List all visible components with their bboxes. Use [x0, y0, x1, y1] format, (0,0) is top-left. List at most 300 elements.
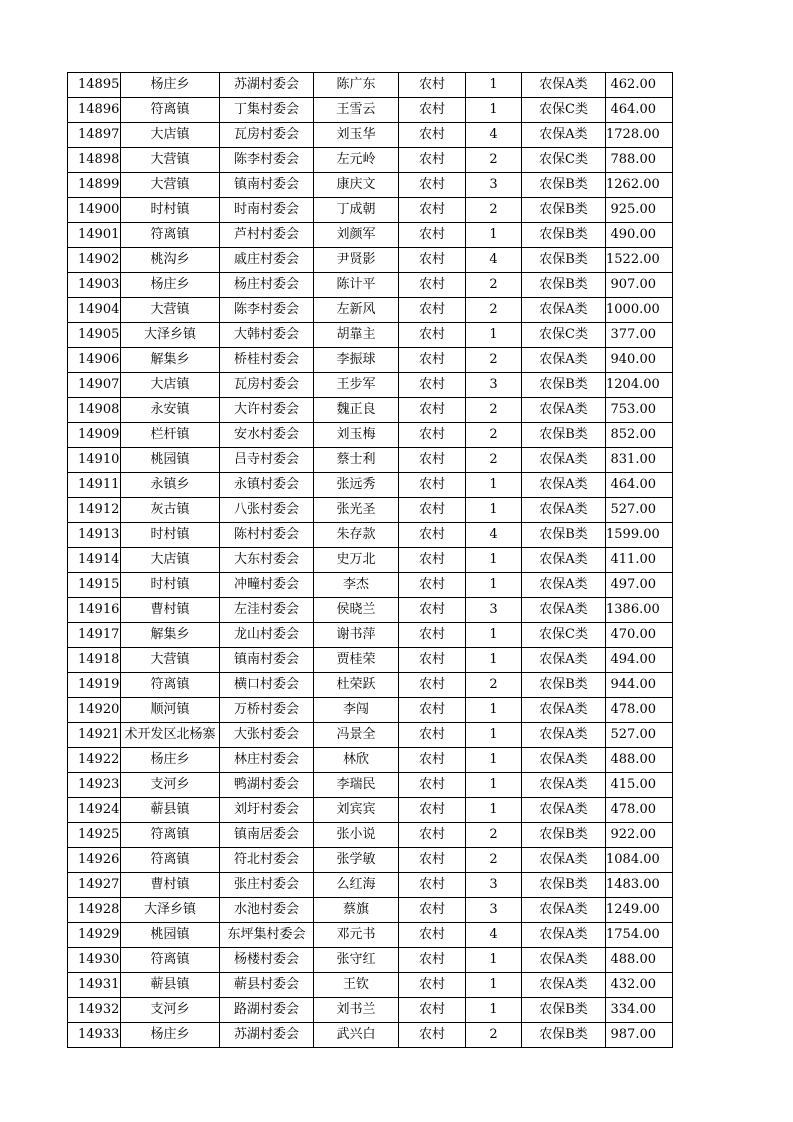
amount-cell: 478.00	[606, 698, 673, 723]
table-row	[68, 298, 673, 323]
town-cell: 时村镇	[121, 198, 220, 223]
amount-cell: 907.00	[606, 273, 673, 298]
village-committee-cell: 陈李村委会	[220, 148, 314, 173]
town-cell: 大店镇	[121, 548, 220, 573]
town-cell: 符离镇	[121, 823, 220, 848]
town-cell: 大泽乡镇	[121, 898, 220, 923]
village-committee-cell: 苏湖村委会	[220, 73, 314, 98]
table-row	[68, 698, 673, 723]
name-cell: 李振球	[314, 348, 399, 373]
name-cell: 邓元书	[314, 923, 399, 948]
name-cell: 王步军	[314, 373, 399, 398]
amount-cell: 1522.00	[606, 248, 673, 273]
household-size-cell: 1	[466, 548, 522, 573]
amount-cell: 1000.00	[606, 298, 673, 323]
amount-cell: 1386.00	[606, 598, 673, 623]
area-type-cell: 农村	[399, 898, 466, 923]
amount-cell: 377.00	[606, 323, 673, 348]
area-type-cell: 农村	[399, 348, 466, 373]
name-cell: 陈广东	[314, 73, 399, 98]
village-committee-cell: 吕寺村委会	[220, 448, 314, 473]
category-cell: 农保A类	[522, 473, 606, 498]
village-committee-cell: 丁集村委会	[220, 98, 314, 123]
village-committee-cell: 左洼村委会	[220, 598, 314, 623]
amount-cell: 527.00	[606, 723, 673, 748]
village-committee-cell: 东坪集村委会	[220, 923, 314, 948]
village-committee-cell: 桥桂村委会	[220, 348, 314, 373]
record-id-cell: 14905	[68, 323, 121, 348]
name-cell: 刘玉华	[314, 123, 399, 148]
area-type-cell: 农村	[399, 373, 466, 398]
record-id-cell: 14904	[68, 298, 121, 323]
name-cell: 张小说	[314, 823, 399, 848]
name-cell: 王钦	[314, 973, 399, 998]
town-cell: 桃沟乡	[121, 248, 220, 273]
village-committee-cell: 万桥村委会	[220, 698, 314, 723]
table-row	[68, 923, 673, 948]
record-id-cell: 14912	[68, 498, 121, 523]
village-committee-cell: 瓦房村委会	[220, 373, 314, 398]
village-committee-cell: 八张村委会	[220, 498, 314, 523]
category-cell: 农保A类	[522, 298, 606, 323]
category-cell: 农保A类	[522, 573, 606, 598]
table-row	[68, 73, 673, 98]
amount-cell: 1599.00	[606, 523, 673, 548]
household-size-cell: 2	[466, 673, 522, 698]
town-cell: 永镇乡	[121, 473, 220, 498]
record-id-cell: 14910	[68, 448, 121, 473]
record-id-cell: 14928	[68, 898, 121, 923]
area-type-cell: 农村	[399, 448, 466, 473]
category-cell: 农保C类	[522, 623, 606, 648]
name-cell: 王雪云	[314, 98, 399, 123]
record-id-cell: 14924	[68, 798, 121, 823]
village-committee-cell: 时南村委会	[220, 198, 314, 223]
table-row	[68, 423, 673, 448]
record-id-cell: 14898	[68, 148, 121, 173]
household-size-cell: 4	[466, 248, 522, 273]
table-row	[68, 198, 673, 223]
town-cell: 符离镇	[121, 848, 220, 873]
record-id-cell: 14921	[68, 723, 121, 748]
table-row	[68, 973, 673, 998]
name-cell: 左元岭	[314, 148, 399, 173]
village-committee-cell: 杨楼村委会	[220, 948, 314, 973]
area-type-cell: 农村	[399, 648, 466, 673]
village-committee-cell: 陈李村委会	[220, 298, 314, 323]
area-type-cell: 农村	[399, 823, 466, 848]
area-type-cell: 农村	[399, 723, 466, 748]
village-committee-cell: 镇南居委会	[220, 823, 314, 848]
name-cell: 刘颜军	[314, 223, 399, 248]
town-cell: 符离镇	[121, 223, 220, 248]
area-type-cell: 农村	[399, 148, 466, 173]
name-cell: 刘玉梅	[314, 423, 399, 448]
town-cell: 时村镇	[121, 573, 220, 598]
name-cell: 李闯	[314, 698, 399, 723]
table-row	[68, 998, 673, 1023]
village-committee-cell: 路湖村委会	[220, 998, 314, 1023]
record-id-cell: 14922	[68, 748, 121, 773]
category-cell: 农保A类	[522, 898, 606, 923]
category-cell: 农保C类	[522, 148, 606, 173]
village-committee-cell: 陈村村委会	[220, 523, 314, 548]
table-row	[68, 473, 673, 498]
table-row	[68, 673, 673, 698]
household-size-cell: 2	[466, 273, 522, 298]
name-cell: 武兴白	[314, 1023, 399, 1048]
area-type-cell: 农村	[399, 698, 466, 723]
category-cell: 农保B类	[522, 173, 606, 198]
town-cell: 曹村镇	[121, 873, 220, 898]
household-size-cell: 1	[466, 798, 522, 823]
category-cell: 农保A类	[522, 723, 606, 748]
table-row	[68, 248, 673, 273]
household-size-cell: 2	[466, 423, 522, 448]
town-cell: 栏杆镇	[121, 423, 220, 448]
category-cell: 农保A类	[522, 548, 606, 573]
table-row	[68, 323, 673, 348]
amount-cell: 490.00	[606, 223, 673, 248]
category-cell: 农保B类	[522, 823, 606, 848]
area-type-cell: 农村	[399, 73, 466, 98]
household-size-cell: 2	[466, 198, 522, 223]
village-committee-cell: 横口村委会	[220, 673, 314, 698]
town-cell: 支河乡	[121, 773, 220, 798]
name-cell: 陈计平	[314, 273, 399, 298]
household-size-cell: 2	[466, 848, 522, 873]
town-cell: 大店镇	[121, 373, 220, 398]
village-committee-cell: 林庄村委会	[220, 748, 314, 773]
area-type-cell: 农村	[399, 798, 466, 823]
household-size-cell: 1	[466, 748, 522, 773]
area-type-cell: 农村	[399, 973, 466, 998]
amount-cell: 831.00	[606, 448, 673, 473]
record-id-cell: 14931	[68, 973, 121, 998]
amount-cell: 1262.00	[606, 173, 673, 198]
table-row	[68, 1023, 673, 1048]
table-row	[68, 823, 673, 848]
amount-cell: 462.00	[606, 73, 673, 98]
name-cell: 丁成朝	[314, 198, 399, 223]
area-type-cell: 农村	[399, 198, 466, 223]
town-cell: 时村镇	[121, 523, 220, 548]
village-committee-cell: 冲疃村委会	[220, 573, 314, 598]
amount-cell: 411.00	[606, 548, 673, 573]
record-id-cell: 14895	[68, 73, 121, 98]
record-id-cell: 14925	[68, 823, 121, 848]
area-type-cell: 农村	[399, 323, 466, 348]
household-size-cell: 1	[466, 723, 522, 748]
household-size-cell: 2	[466, 298, 522, 323]
category-cell: 农保B类	[522, 1023, 606, 1048]
record-id-cell: 14896	[68, 98, 121, 123]
household-size-cell: 2	[466, 148, 522, 173]
category-cell: 农保A类	[522, 773, 606, 798]
household-size-cell: 1	[466, 73, 522, 98]
table-row	[68, 148, 673, 173]
name-cell: 魏正良	[314, 398, 399, 423]
amount-cell: 852.00	[606, 423, 673, 448]
category-cell: 农保A类	[522, 798, 606, 823]
table-row	[68, 648, 673, 673]
name-cell: 胡靠主	[314, 323, 399, 348]
town-cell: 杨庄乡	[121, 1023, 220, 1048]
village-committee-cell: 苏湖村委会	[220, 1023, 314, 1048]
category-cell: 农保A类	[522, 498, 606, 523]
village-committee-cell: 大张村委会	[220, 723, 314, 748]
amount-cell: 478.00	[606, 798, 673, 823]
amount-cell: 1728.00	[606, 123, 673, 148]
table-row	[68, 898, 673, 923]
record-id-cell: 14911	[68, 473, 121, 498]
category-cell: 农保B类	[522, 523, 606, 548]
household-size-cell: 1	[466, 648, 522, 673]
village-committee-cell: 符北村委会	[220, 848, 314, 873]
village-committee-cell: 安水村委会	[220, 423, 314, 448]
area-type-cell: 农村	[399, 398, 466, 423]
village-committee-cell: 镇南村委会	[220, 648, 314, 673]
category-cell: 农保B类	[522, 198, 606, 223]
area-type-cell: 农村	[399, 873, 466, 898]
town-cell: 解集乡	[121, 348, 220, 373]
household-size-cell: 4	[466, 123, 522, 148]
household-size-cell: 3	[466, 873, 522, 898]
household-size-cell: 3	[466, 373, 522, 398]
table-row	[68, 848, 673, 873]
household-size-cell: 3	[466, 173, 522, 198]
category-cell: 农保A类	[522, 123, 606, 148]
household-size-cell: 2	[466, 398, 522, 423]
amount-cell: 432.00	[606, 973, 673, 998]
amount-cell: 1204.00	[606, 373, 673, 398]
category-cell: 农保A类	[522, 448, 606, 473]
town-cell: 桃园镇	[121, 923, 220, 948]
table-row	[68, 573, 673, 598]
category-cell: 农保A类	[522, 748, 606, 773]
area-type-cell: 农村	[399, 298, 466, 323]
amount-cell: 1084.00	[606, 848, 673, 873]
amount-cell: 1483.00	[606, 873, 673, 898]
household-size-cell: 1	[466, 473, 522, 498]
name-cell: 康庆文	[314, 173, 399, 198]
name-cell: 蔡士利	[314, 448, 399, 473]
record-id-cell: 14903	[68, 273, 121, 298]
household-size-cell: 4	[466, 523, 522, 548]
name-cell: 么红海	[314, 873, 399, 898]
table-row	[68, 523, 673, 548]
category-cell: 农保B类	[522, 873, 606, 898]
household-size-cell: 3	[466, 598, 522, 623]
town-cell: 大营镇	[121, 298, 220, 323]
town-cell: 符离镇	[121, 98, 220, 123]
name-cell: 左新风	[314, 298, 399, 323]
table-row	[68, 723, 673, 748]
household-size-cell: 1	[466, 98, 522, 123]
name-cell: 尹贤影	[314, 248, 399, 273]
name-cell: 杜荣跃	[314, 673, 399, 698]
table-row	[68, 98, 673, 123]
category-cell: 农保A类	[522, 598, 606, 623]
category-cell: 农保A类	[522, 648, 606, 673]
table-row	[68, 173, 673, 198]
record-id-cell: 14908	[68, 398, 121, 423]
household-size-cell: 2	[466, 1023, 522, 1048]
name-cell: 李杰	[314, 573, 399, 598]
area-type-cell: 农村	[399, 848, 466, 873]
amount-cell: 464.00	[606, 98, 673, 123]
table-row	[68, 498, 673, 523]
record-id-cell: 14929	[68, 923, 121, 948]
name-cell: 史万北	[314, 548, 399, 573]
area-type-cell: 农村	[399, 573, 466, 598]
household-size-cell: 1	[466, 323, 522, 348]
town-cell: 大营镇	[121, 648, 220, 673]
category-cell: 农保B类	[522, 373, 606, 398]
record-id-cell: 14897	[68, 123, 121, 148]
area-type-cell: 农村	[399, 948, 466, 973]
amount-cell: 497.00	[606, 573, 673, 598]
record-id-cell: 14916	[68, 598, 121, 623]
name-cell: 李瑞民	[314, 773, 399, 798]
category-cell: 农保B类	[522, 998, 606, 1023]
town-cell: 蕲县镇	[121, 973, 220, 998]
record-id-cell: 14902	[68, 248, 121, 273]
area-type-cell: 农村	[399, 748, 466, 773]
village-committee-cell: 戚庄村委会	[220, 248, 314, 273]
amount-cell: 334.00	[606, 998, 673, 1023]
record-id-cell: 14919	[68, 673, 121, 698]
town-cell: 符离镇	[121, 948, 220, 973]
record-id-cell: 14899	[68, 173, 121, 198]
town-cell: 符离镇	[121, 673, 220, 698]
town-cell: 大店镇	[121, 123, 220, 148]
household-size-cell: 4	[466, 923, 522, 948]
amount-cell: 488.00	[606, 748, 673, 773]
name-cell: 林欣	[314, 748, 399, 773]
town-cell: 杨庄乡	[121, 273, 220, 298]
village-committee-cell: 刘圩村委会	[220, 798, 314, 823]
table-row	[68, 448, 673, 473]
village-committee-cell: 水池村委会	[220, 898, 314, 923]
household-size-cell: 2	[466, 448, 522, 473]
name-cell: 刘书兰	[314, 998, 399, 1023]
household-size-cell: 2	[466, 348, 522, 373]
town-cell: 大营镇	[121, 173, 220, 198]
town-cell: 曹村镇	[121, 598, 220, 623]
record-id-cell: 14915	[68, 573, 121, 598]
area-type-cell: 农村	[399, 548, 466, 573]
amount-cell: 1754.00	[606, 923, 673, 948]
town-cell: 支河乡	[121, 998, 220, 1023]
area-type-cell: 农村	[399, 998, 466, 1023]
village-committee-cell: 大东村委会	[220, 548, 314, 573]
area-type-cell: 农村	[399, 498, 466, 523]
amount-cell: 527.00	[606, 498, 673, 523]
town-cell: 永安镇	[121, 398, 220, 423]
table-row	[68, 398, 673, 423]
table-row	[68, 223, 673, 248]
record-id-cell: 14923	[68, 773, 121, 798]
category-cell: 农保B类	[522, 423, 606, 448]
category-cell: 农保A类	[522, 73, 606, 98]
amount-cell: 415.00	[606, 773, 673, 798]
household-size-cell: 1	[466, 973, 522, 998]
record-id-cell: 14917	[68, 623, 121, 648]
name-cell: 张光圣	[314, 498, 399, 523]
table-row	[68, 598, 673, 623]
category-cell: 农保A类	[522, 848, 606, 873]
area-type-cell: 农村	[399, 923, 466, 948]
table-row	[68, 548, 673, 573]
table-row	[68, 773, 673, 798]
area-type-cell: 农村	[399, 173, 466, 198]
area-type-cell: 农村	[399, 623, 466, 648]
table-row	[68, 873, 673, 898]
record-id-cell: 14918	[68, 648, 121, 673]
village-committee-cell: 芦村村委会	[220, 223, 314, 248]
village-committee-cell: 张庄村委会	[220, 873, 314, 898]
village-committee-cell: 大许村委会	[220, 398, 314, 423]
record-id-cell: 14906	[68, 348, 121, 373]
village-committee-cell: 镇南村委会	[220, 173, 314, 198]
name-cell: 张远秀	[314, 473, 399, 498]
category-cell: 农保B类	[522, 673, 606, 698]
category-cell: 农保A类	[522, 348, 606, 373]
town-cell: 术开发区北杨寨	[121, 723, 220, 748]
amount-cell: 494.00	[606, 648, 673, 673]
amount-cell: 1249.00	[606, 898, 673, 923]
village-committee-cell: 瓦房村委会	[220, 123, 314, 148]
area-type-cell: 农村	[399, 98, 466, 123]
name-cell: 张学敏	[314, 848, 399, 873]
amount-cell: 488.00	[606, 948, 673, 973]
village-committee-cell: 鸭湖村委会	[220, 773, 314, 798]
table-row	[68, 348, 673, 373]
area-type-cell: 农村	[399, 273, 466, 298]
town-cell: 大泽乡镇	[121, 323, 220, 348]
area-type-cell: 农村	[399, 523, 466, 548]
area-type-cell: 农村	[399, 248, 466, 273]
category-cell: 农保B类	[522, 248, 606, 273]
household-size-cell: 1	[466, 948, 522, 973]
record-id-cell: 14907	[68, 373, 121, 398]
table-row	[68, 748, 673, 773]
category-cell: 农保A类	[522, 973, 606, 998]
record-id-cell: 14900	[68, 198, 121, 223]
village-committee-cell: 永镇村委会	[220, 473, 314, 498]
town-cell: 大营镇	[121, 148, 220, 173]
category-cell: 农保B类	[522, 223, 606, 248]
category-cell: 农保A类	[522, 398, 606, 423]
name-cell: 朱存款	[314, 523, 399, 548]
area-type-cell: 农村	[399, 423, 466, 448]
record-id-cell: 14914	[68, 548, 121, 573]
table-row	[68, 948, 673, 973]
amount-cell: 944.00	[606, 673, 673, 698]
household-size-cell: 2	[466, 823, 522, 848]
table-row	[68, 273, 673, 298]
household-size-cell: 1	[466, 498, 522, 523]
area-type-cell: 农村	[399, 223, 466, 248]
table-body	[68, 73, 673, 1048]
town-cell: 杨庄乡	[121, 748, 220, 773]
record-id-cell: 14926	[68, 848, 121, 873]
name-cell: 张守红	[314, 948, 399, 973]
record-id-cell: 14909	[68, 423, 121, 448]
table-row	[68, 123, 673, 148]
name-cell: 侯晓兰	[314, 598, 399, 623]
